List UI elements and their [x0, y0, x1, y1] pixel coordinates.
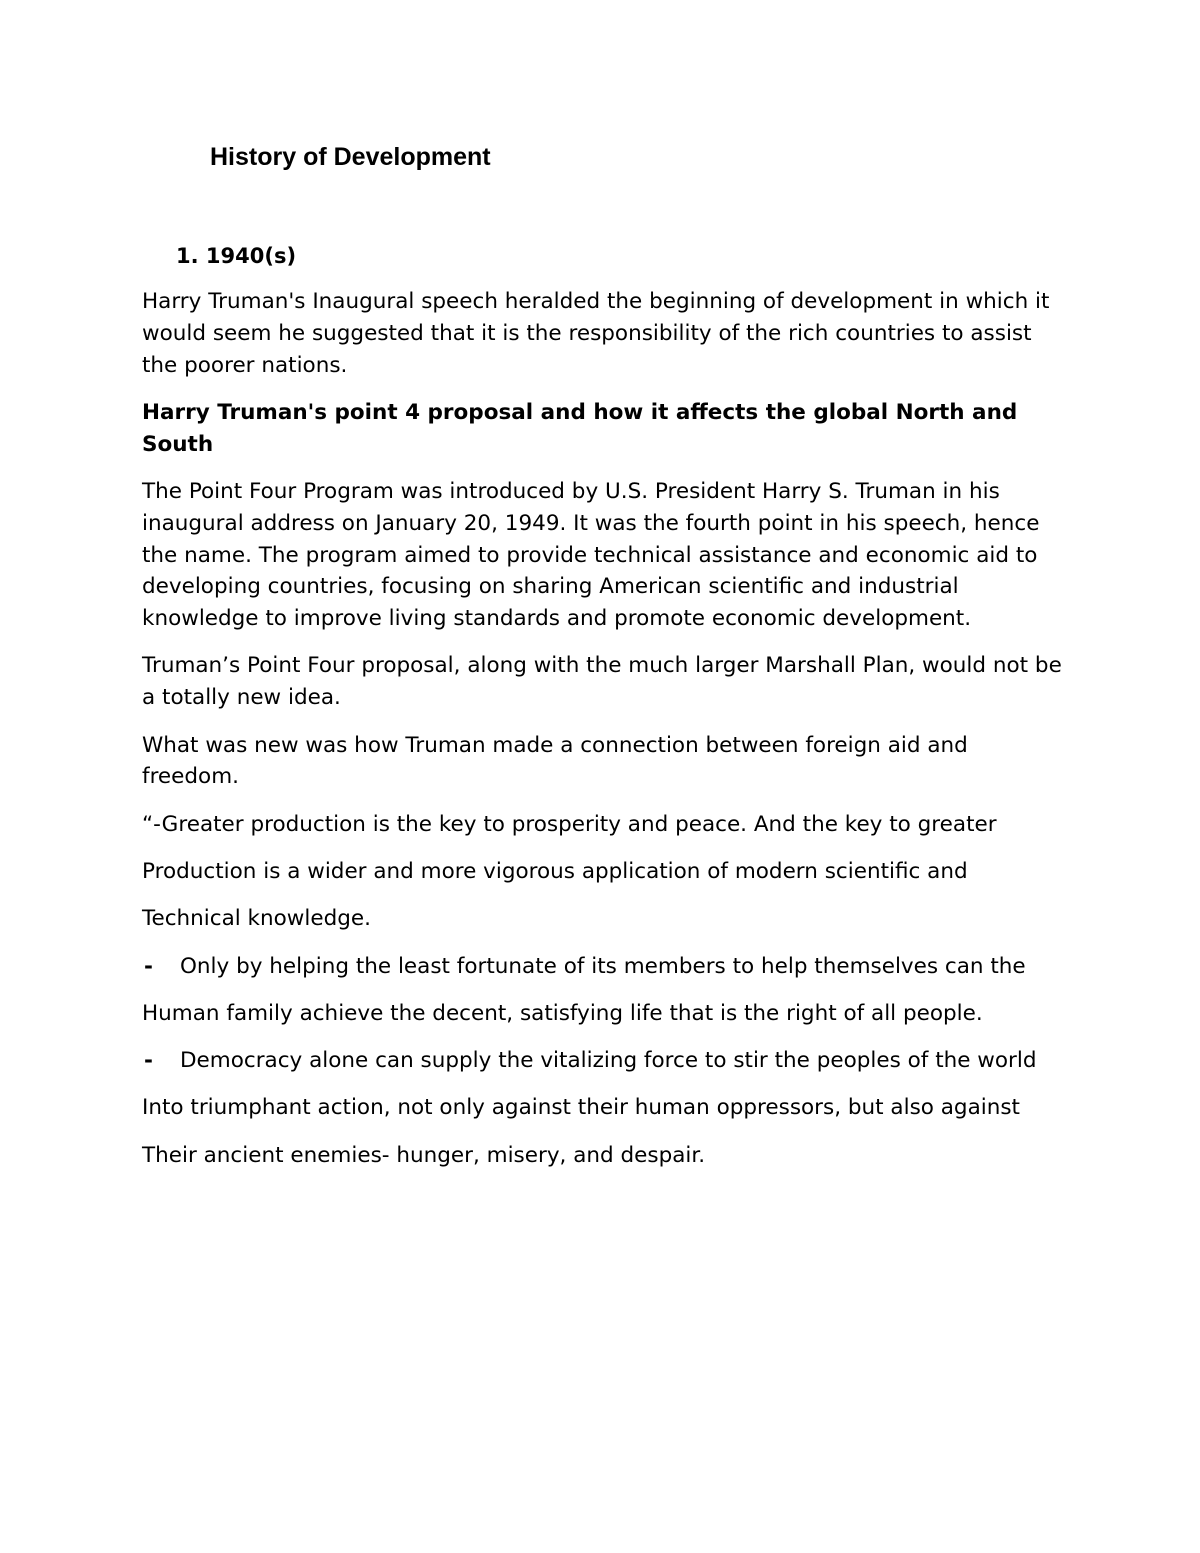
quote-line-1: “-Greater production is the key to prosperity and peace. And the key to greater: [142, 811, 997, 837]
bullet-marker: -: [144, 1048, 153, 1074]
list-item: [142, 1045, 1062, 1077]
section-number: 1.: [176, 244, 199, 268]
paragraph-point-four-program: The Point Four Program was introduced by U.S. President Harry S. Truman in his inaugural address on January 20, 1949. It was the fourth point in his speech, hence the name. The program aimed to provide technical assistance and economic aid to developing countries, focusing on sharing American scientific and industrial knowledge to improve living standards and promote economic development.: [142, 478, 1040, 632]
list-item: [142, 951, 1062, 983]
bullet-text: Democracy alone can supply the vitalizing force to stir the peoples of the world: [180, 1048, 1037, 1074]
section-label: 1940(s): [205, 244, 297, 268]
subheading: Harry Truman's point 4 proposal and how it affects the global North and South: [142, 399, 1018, 457]
paragraph-foreign-aid: What was new was how Truman made a connection between foreign aid and freedom.: [142, 732, 968, 790]
quote-line-2: Production is a wider and more vigorous application of modern scientific and: [142, 858, 968, 884]
bullet-marker: -: [144, 953, 153, 979]
quote-line-4: Human family achieve the decent, satisfying life that is the right of all people.: [142, 1000, 983, 1026]
quote-line-3: Technical knowledge.: [142, 906, 371, 932]
quote-line-6: Their ancient enemies- hunger, misery, and despair.: [142, 1142, 706, 1168]
bullet-text: Only by helping the least fortunate of its members to help themselves can the: [180, 953, 1026, 979]
page-title: History of Development: [210, 143, 491, 171]
paragraph-intro: Harry Truman's Inaugural speech heralded the beginning of development in which it would seem he suggested that it is the responsibility of the rich countries to assist the poorer nations.: [142, 289, 1050, 378]
quote-line-5: Into triumphant action, not only against their human oppressors, but also against: [142, 1095, 1020, 1121]
document-body: [142, 286, 1062, 1172]
paragraph-marshall-plan: Truman’s Point Four proposal, along with the much larger Marshall Plan, would not be a totally new idea.: [142, 653, 1062, 711]
section-heading: [176, 240, 296, 272]
